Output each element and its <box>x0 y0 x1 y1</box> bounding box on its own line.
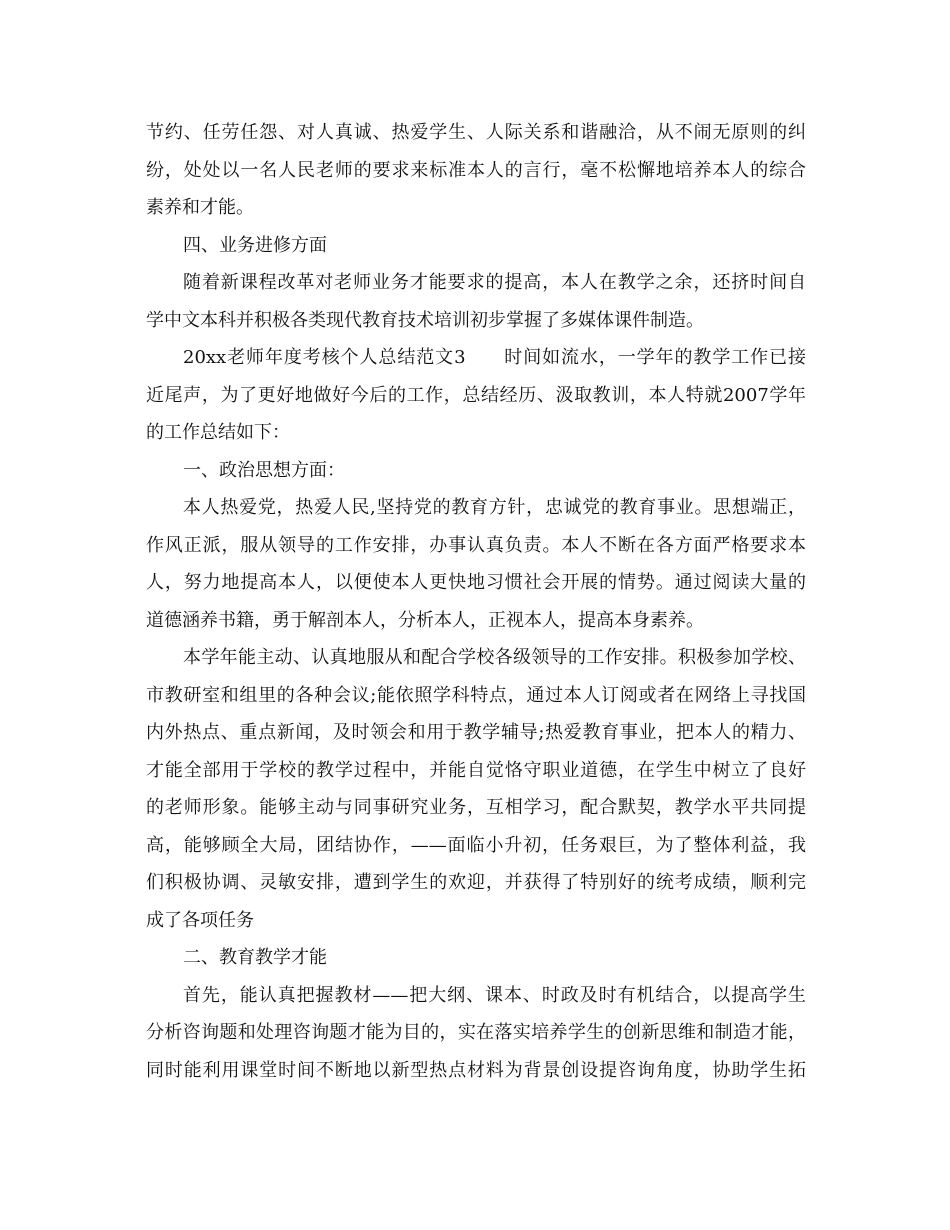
text-line: 分析咨询题和处理咨询题才能为目的，实在落实培养学生的创新思维和制造才能， <box>146 1022 806 1043</box>
text-line: 市教研室和组里的各种会议;能依照学科特点，通过本人订阅或者在网络上寻找国 <box>146 684 806 706</box>
text-line: 随着新课程改革对老师业务才能要求的提高，本人在教学之余，还挤时间自 <box>183 272 806 293</box>
text-line: 20xx老师年度考核个人总结范文3 时间如流水，一学年的教学工作已接 <box>183 347 806 368</box>
section-heading: 四、业务进修方面 <box>183 234 327 256</box>
text-line: 首先，能认真把握教材——把大纲、课本、时政及时有机结合，以提高学生 <box>183 984 806 1006</box>
text-line: 本学年能主动、认真地服从和配合学校各级领导的工作安排。积极参加学校、 <box>183 647 806 668</box>
text-line: 节约、任劳任怨、对人真诚、热爱学生、人际关系和谐融洽，从不闹无原则的纠 <box>146 122 806 143</box>
text-line: 内外热点、重点新闻，及时领会和用于教学辅导;热爱教育事业，把本人的精力、 <box>146 722 806 743</box>
text-line: 作风正派，服从领导的工作安排，办事认真负责。本人不断在各方面严格要求本 <box>146 534 806 556</box>
text-line: 人，努力地提高本人，以便使本人更快地习惯社会开展的情势。通过阅读大量的 <box>146 572 806 593</box>
text-line: 高，能够顾全大局，团结协作，——面临小升初，任务艰巨，为了整体利益，我 <box>146 834 806 856</box>
text-line: 成了各项任务 <box>146 909 254 931</box>
text-line: 学中文本科并积极各类现代教育技术培训初步掌握了多媒体课件制造。 <box>146 309 704 331</box>
text-line: 的老师形象。能够主动与同事研究业务，互相学习，配合默契，教学水平共同提 <box>146 797 806 818</box>
document-body <box>146 114 806 1089</box>
section-heading: 一、政治思想方面： <box>183 459 345 481</box>
text-line: 纷，处处以一名人民老师的要求来标准本人的言行，毫不松懈地培养本人的综合 <box>146 159 806 181</box>
text-line: 的工作总结如下： <box>146 422 290 443</box>
text-line: 才能全部用于学校的教学过程中，并能自觉恪守职业道德，在学生中树立了良好 <box>146 759 806 781</box>
section-heading: 二、教育教学才能 <box>183 947 327 968</box>
text-line: 本人热爱党，热爱人民,坚持党的教育方针，忠诚党的教育事业。思想端正， <box>183 497 806 518</box>
text-line: 素养和才能。 <box>146 197 254 218</box>
text-line: 们积极协调、灵敏安排，遭到学生的欢迎，并获得了特别好的统考成绩，顺利完 <box>146 872 806 893</box>
text-line: 近尾声，为了更好地做好今后的工作，总结经历、汲取教训，本人特就2007学年 <box>146 384 806 406</box>
text-line: 道德涵养书籍，勇于解剖本人，分析本人，正视本人，提高本身素养。 <box>146 609 704 631</box>
text-line: 同时能利用课堂时间不断地以新型热点材料为背景创设提咨询角度，协助学生拓 <box>146 1059 806 1081</box>
